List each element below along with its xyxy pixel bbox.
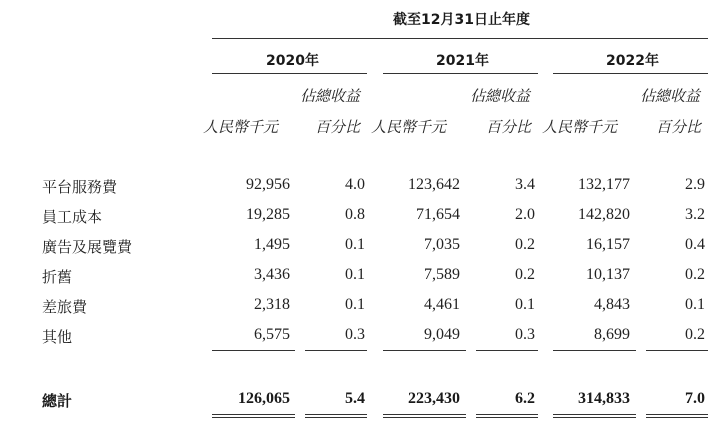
cell-amount-2022: 16,157	[586, 236, 630, 253]
amount-header-2022: 人民幣千元	[542, 118, 618, 136]
cell-pct-2021: 0.2	[515, 236, 535, 253]
year-rule-2020	[212, 73, 367, 74]
cell-amount-2020: 1,495	[254, 236, 290, 253]
cell-pct-2022: 0.1	[685, 296, 705, 313]
amount-header-2021: 人民幣千元	[371, 118, 447, 136]
cell-pct-2021: 2.0	[515, 206, 535, 223]
pct-header-line2-2021: 百分比	[486, 118, 532, 136]
cell-amount-2022: 142,820	[578, 206, 630, 223]
row-label: 平台服務費	[42, 178, 118, 196]
total-amount-2021: 223,430	[408, 390, 460, 407]
cell-pct-2021: 0.3	[515, 326, 535, 343]
cell-pct-2021: 0.1	[515, 296, 535, 313]
cell-amount-2021: 123,642	[408, 176, 460, 193]
period-header-rule	[212, 38, 708, 39]
pct-header-line2-2022: 百分比	[656, 118, 702, 136]
cell-pct-2021: 0.2	[515, 266, 535, 283]
cell-pct-2022: 0.2	[685, 326, 705, 343]
total-pct-2021: 6.2	[515, 390, 535, 407]
cell-pct-2022: 0.4	[685, 236, 705, 253]
total-amount-2022: 314,833	[578, 390, 630, 407]
subtotal-rule-amount-2020	[212, 350, 295, 351]
period-header: 截至12月31日止年度	[393, 12, 530, 28]
cell-pct-2020: 0.1	[345, 296, 365, 313]
cell-amount-2021: 7,589	[424, 266, 460, 283]
cell-pct-2020: 4.0	[345, 176, 365, 193]
year-header-2022: 2022年	[606, 53, 659, 69]
cell-amount-2021: 9,049	[424, 326, 460, 343]
total-pct-2020: 5.4	[345, 390, 365, 407]
subtotal-rule-pct-2020	[305, 350, 367, 351]
cell-amount-2022: 132,177	[578, 176, 630, 193]
cell-amount-2020: 2,318	[254, 296, 290, 313]
row-label: 折舊	[42, 268, 73, 286]
pct-header-line1-2021: 佔總收益	[470, 87, 531, 105]
cell-pct-2020: 0.1	[345, 266, 365, 283]
total-double-rule-pct-2021	[476, 414, 538, 418]
amount-header-2020: 人民幣千元	[203, 118, 279, 136]
year-rule-2021	[383, 73, 538, 74]
total-double-rule-amount-2020	[212, 414, 295, 418]
subtotal-rule-pct-2022	[646, 350, 708, 351]
cell-amount-2020: 92,956	[246, 176, 290, 193]
row-label: 廣告及展覽費	[42, 238, 133, 256]
cell-pct-2022: 2.9	[685, 176, 705, 193]
year-header-2021: 2021年	[436, 53, 489, 69]
subtotal-rule-amount-2021	[383, 350, 466, 351]
cell-amount-2022: 4,843	[594, 296, 630, 313]
total-amount-2020: 126,065	[238, 390, 290, 407]
pct-header-line2-2020: 百分比	[315, 118, 361, 136]
cell-amount-2021: 4,461	[424, 296, 460, 313]
cell-amount-2020: 19,285	[246, 206, 290, 223]
cell-pct-2021: 3.4	[515, 176, 535, 193]
cell-pct-2022: 3.2	[685, 206, 705, 223]
cell-pct-2020: 0.3	[345, 326, 365, 343]
pct-header-line1-2022: 佔總收益	[640, 87, 701, 105]
cell-amount-2022: 8,699	[594, 326, 630, 343]
cell-amount-2020: 6,575	[254, 326, 290, 343]
row-label: 差旅費	[42, 298, 88, 316]
row-label: 員工成本	[42, 208, 103, 226]
total-label: 總計	[42, 392, 73, 410]
cell-amount-2020: 3,436	[254, 266, 290, 283]
subtotal-rule-pct-2021	[476, 350, 538, 351]
cell-pct-2022: 0.2	[685, 266, 705, 283]
cell-amount-2021: 7,035	[424, 236, 460, 253]
year-rule-2022	[553, 73, 708, 74]
total-double-rule-amount-2021	[383, 414, 466, 418]
cell-pct-2020: 0.1	[345, 236, 365, 253]
row-label: 其他	[42, 328, 73, 346]
total-double-rule-pct-2022	[646, 414, 708, 418]
pct-header-line1-2020: 佔總收益	[300, 87, 361, 105]
total-double-rule-pct-2020	[305, 414, 367, 418]
subtotal-rule-amount-2022	[553, 350, 636, 351]
total-double-rule-amount-2022	[553, 414, 636, 418]
cell-amount-2022: 10,137	[586, 266, 630, 283]
total-pct-2022: 7.0	[685, 390, 705, 407]
cell-amount-2021: 71,654	[416, 206, 460, 223]
year-header-2020: 2020年	[266, 53, 319, 69]
cell-pct-2020: 0.8	[345, 206, 365, 223]
